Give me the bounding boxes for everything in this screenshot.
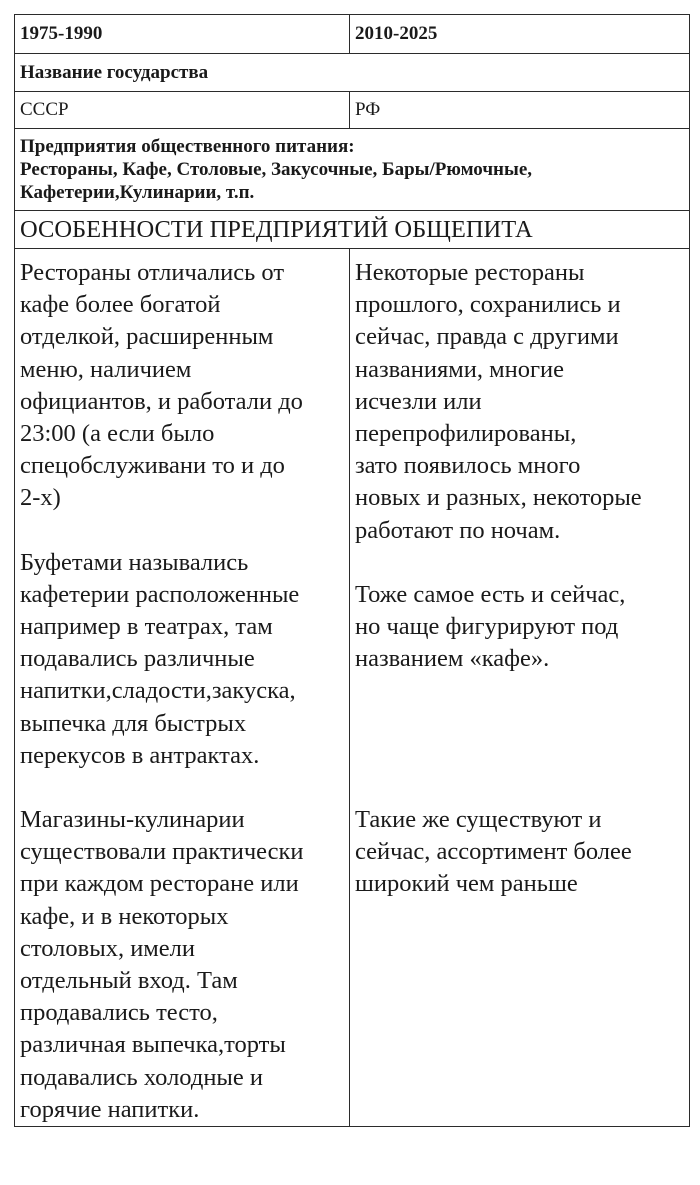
ussr-features-cell <box>15 249 350 1127</box>
period-header-row <box>15 15 690 54</box>
catering-list-line-1: Рестораны, Кафе, Столовые, Закусочные, Бары/Рюмочные, <box>20 159 532 180</box>
buffets-rf-text: Тоже самое есть и сейчас, но чаще фигурируют под названием «кафе». <box>355 580 626 673</box>
features-content-row <box>15 249 690 1127</box>
state-row <box>15 92 690 129</box>
features-heading-row <box>15 211 690 249</box>
state-heading-row <box>15 54 690 92</box>
buffets-ussr-text: Буфетами назывались кафетерии расположенные например в театрах, там подавались различные напитки,сладости,закуска, выпечка для быстрых перекусов в антрактах. <box>20 548 300 769</box>
restaurants-rf-text: Некоторые рестораны прошлого, сохранились и сейчас, правда с другими названиями, многие исчезли или перепрофилированы, зато появилось много новых и разных, некоторые работают по ночам. <box>355 259 642 544</box>
period-right-cell: 2010-2025 <box>350 15 690 54</box>
rf-features-cell <box>350 249 690 1127</box>
period-left-cell: 1975-1990 <box>15 15 350 54</box>
catering-list-line-2: Кафетерии,Кулинарии, т.п. <box>20 182 255 203</box>
catering-cell <box>15 129 690 211</box>
restaurants-ussr-text: Рестораны отличались от кафе более богатой отделкой, расширенным меню, наличием официантов, и работали до 23:00 (а если было спецобслуживани то и до 2-х) <box>20 259 303 512</box>
features-heading: ОСОБЕННОСТИ ПРЕДПРИЯТИЙ ОБЩЕПИТА <box>15 211 690 249</box>
culinary-rf-text: Такие же существуют и сейчас, ассортимент более широкий чем раньше <box>355 806 632 898</box>
state-right-cell: РФ <box>350 92 690 129</box>
comparison-table <box>14 14 690 1127</box>
culinary-ussr-text: Магазины-кулинарии существовали практически при каждом ресторане или кафе, и в некоторых столовых, имели отдельный вход. Там продавались тесто, различная выпечка,торты подавались холодные и горячие напитки. <box>20 806 304 1123</box>
state-heading: Название государства <box>15 54 690 92</box>
catering-heading: Предприятия общественного питания: <box>20 136 355 157</box>
catering-row <box>15 129 690 211</box>
state-left-cell: СССР <box>15 92 350 129</box>
